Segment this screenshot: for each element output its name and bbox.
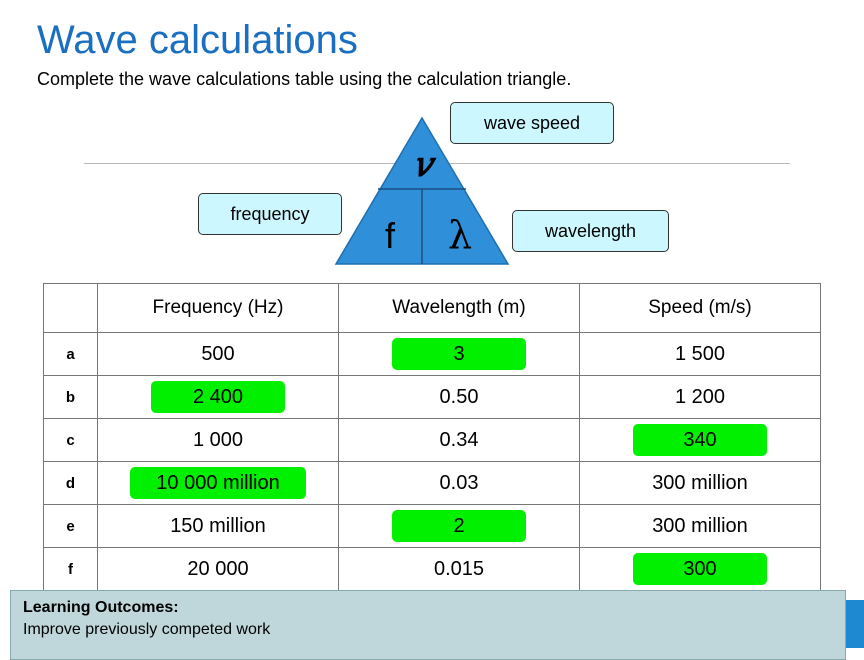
page-title: Wave calculations: [37, 18, 358, 62]
row-label: d: [44, 462, 98, 505]
wavelength-cell: 0.50: [339, 376, 580, 419]
table-header-row: [44, 284, 821, 333]
wavelength-cell: 0.34: [339, 419, 580, 462]
row-label: e: [44, 505, 98, 548]
table-row: [44, 376, 821, 419]
header-frequency: Frequency (Hz): [98, 284, 339, 333]
wave-speed-label: wave speed: [450, 102, 614, 144]
frequency-cell: 20 000: [98, 548, 339, 591]
answer-box: 2 400: [151, 381, 285, 413]
wavelength-cell: 0.03: [339, 462, 580, 505]
row-label: a: [44, 333, 98, 376]
wavelength-cell: [339, 505, 580, 548]
header-cell-empty: [44, 284, 98, 333]
answer-box: 2: [392, 510, 526, 542]
speed-cell: [580, 548, 821, 591]
frequency-cell: [98, 462, 339, 505]
table-row: [44, 333, 821, 376]
answer-box: 3: [392, 338, 526, 370]
speed-cell: 1 200: [580, 376, 821, 419]
frequency-cell: [98, 376, 339, 419]
row-label: c: [44, 419, 98, 462]
slide-accent-bar: [846, 600, 864, 648]
wavelength-cell: 0.015: [339, 548, 580, 591]
table-row: [44, 505, 821, 548]
learning-outcome-item: Improve previously competed work: [23, 621, 271, 638]
triangle-wavelength-symbol: λ: [447, 213, 473, 257]
row-label: b: [44, 376, 98, 419]
speed-cell: [580, 419, 821, 462]
frequency-label: frequency: [198, 193, 342, 235]
answer-box: 300: [633, 553, 767, 585]
learning-outcomes-title: Learning Outcomes:: [23, 599, 179, 616]
answer-box: 10 000 million: [130, 467, 306, 499]
frequency-cell: 1 000: [98, 419, 339, 462]
answer-box: 340: [633, 424, 767, 456]
learning-outcomes-panel: [10, 590, 846, 660]
table-row: [44, 548, 821, 591]
table-row: [44, 462, 821, 505]
header-wavelength: Wavelength (m): [339, 284, 580, 333]
wave-table: [43, 283, 821, 591]
table-row: [44, 419, 821, 462]
page-subtitle: Complete the wave calculations table using the calculation triangle.: [37, 69, 572, 89]
row-label: f: [44, 548, 98, 591]
triangle-speed-symbol: 𝑣: [412, 145, 432, 185]
speed-cell: 300 million: [580, 462, 821, 505]
speed-cell: 1 500: [580, 333, 821, 376]
triangle-frequency-symbol: f: [384, 215, 396, 256]
frequency-cell: 150 million: [98, 505, 339, 548]
speed-cell: 300 million: [580, 505, 821, 548]
header-speed: Speed (m/s): [580, 284, 821, 333]
wavelength-cell: [339, 333, 580, 376]
frequency-cell: 500: [98, 333, 339, 376]
wavelength-label: wavelength: [512, 210, 669, 252]
